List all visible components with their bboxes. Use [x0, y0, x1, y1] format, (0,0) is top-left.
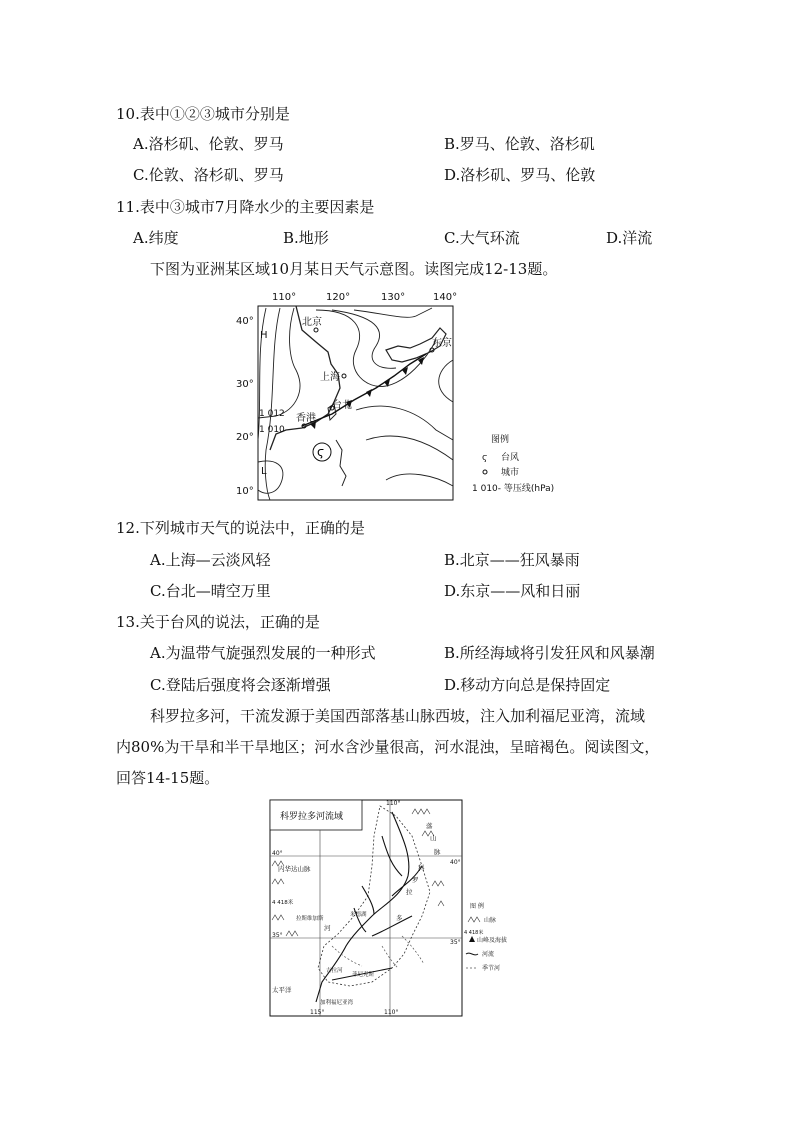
- peak-elevation: 4 418米: [272, 900, 294, 906]
- lon-label: 120°: [326, 292, 351, 303]
- q12-option-a[interactable]: A.上海—云淡风轻: [150, 551, 271, 569]
- lat-label: 40°: [272, 850, 283, 857]
- q12-option-c[interactable]: C.台北—晴空万里: [150, 582, 271, 600]
- front-triangles: [310, 357, 424, 429]
- typhoon-legend-icon: ϛ: [482, 453, 488, 463]
- range-label: 脉: [434, 848, 441, 856]
- cold-front: [302, 354, 426, 426]
- city-las-vegas: 拉斯维加斯: [296, 916, 324, 922]
- isobar-label: 1 012: [259, 409, 285, 419]
- river-label: 罗: [412, 876, 419, 884]
- lat-label: 20°: [236, 432, 254, 443]
- svg-text:图例: 图例: [491, 435, 510, 445]
- river-label: 河: [324, 924, 331, 932]
- q13-option-c[interactable]: C.登陆后强度将会逐渐增强: [150, 676, 331, 694]
- lon-label: 110°: [386, 800, 401, 807]
- svg-text:山峰及海拔: 山峰及海拔: [477, 937, 508, 944]
- q12-stem: 12.下列城市天气的说法中，正确的是: [116, 519, 365, 537]
- q10-option-c[interactable]: C.伦敦、洛杉矶、罗马: [133, 166, 284, 184]
- map2-legend: [464, 902, 507, 972]
- lake-mead: 米德湖: [350, 912, 367, 918]
- graticule: [270, 800, 462, 1016]
- intro-paragraph-2-line-1: 科罗拉多河，干流发源于美国西部落基山脉西坡，注入加利福尼亚湾，流域: [150, 707, 646, 725]
- city-shanghai: 上海: [320, 372, 340, 383]
- range-label: 落: [426, 822, 433, 830]
- basin-boundary: [318, 806, 430, 986]
- lat-label: 30°: [236, 379, 254, 390]
- map1-legend: [472, 433, 554, 494]
- river-label: 拉: [406, 888, 413, 896]
- lat-label: 10°: [236, 486, 254, 497]
- q10-stem: 10.表中①②③城市分别是: [116, 105, 290, 123]
- river-gila: 吉拉河: [326, 968, 343, 974]
- q11-option-d[interactable]: D.洋流: [606, 229, 653, 247]
- weather-map: [236, 290, 566, 510]
- q10-option-b[interactable]: B.罗马、伦敦、洛杉矶: [444, 135, 595, 153]
- river-label: 科: [418, 864, 425, 872]
- svg-text:河流: 河流: [482, 951, 495, 958]
- isobar-label: 1 010: [259, 425, 285, 435]
- q11-option-a[interactable]: A.纬度: [133, 229, 179, 247]
- typhoon-icon: ϛ: [317, 445, 325, 459]
- river-label: 多: [396, 914, 403, 922]
- city-tokyo: 东京: [432, 338, 452, 349]
- q13-option-d[interactable]: D.移动方向总是保持固定: [444, 676, 611, 694]
- q12-option-d[interactable]: D.东京——风和日丽: [444, 582, 581, 600]
- svg-text:城市: 城市: [501, 468, 520, 478]
- intro-paragraph-2-line-2: 内80%为干旱和半干旱地区；河水含沙量很高，河水混浊，呈暗褐色。阅读图文，: [116, 738, 660, 756]
- intro-paragraph-1: 下图为亚洲某区域10月某日天气示意图。读图完成12-13题。: [150, 260, 558, 278]
- lon-label: 115°: [310, 1009, 325, 1016]
- q13-option-b[interactable]: B.所经海域将引发狂风和风暴潮: [444, 644, 655, 662]
- svg-text:1 010- 等压线(hPa): 1 010- 等压线(hPa): [472, 484, 555, 494]
- city-taipei: 台北: [332, 400, 352, 411]
- philippines-outline: [336, 440, 346, 486]
- q11-option-c[interactable]: C.大气环流: [444, 229, 520, 247]
- ocean-label: 太平洋: [272, 986, 292, 994]
- q10-option-d[interactable]: D.洛杉矶、罗马、伦敦: [444, 166, 596, 184]
- q13-stem: 13.关于台风的说法，正确的是: [116, 613, 320, 631]
- low-pressure-mark: L: [261, 466, 267, 477]
- city-hongkong: 香港: [296, 413, 316, 424]
- svg-text:图 例: 图 例: [470, 903, 484, 910]
- q11-option-b[interactable]: B.地形: [283, 229, 329, 247]
- gulf-label: 加利福尼亚湾: [320, 1000, 354, 1006]
- peak-icon: [469, 936, 475, 942]
- svg-text:季节河: 季节河: [482, 965, 501, 972]
- lon-label: 110°: [384, 1009, 399, 1016]
- lon-label: 110°: [272, 292, 297, 303]
- isobars: [258, 308, 453, 500]
- q11-stem: 11.表中③城市7月降水少的主要因素是: [116, 198, 375, 216]
- high-pressure-mark: H: [260, 330, 268, 341]
- city-phoenix: 菲尼克斯: [352, 972, 375, 978]
- lon-label: 140°: [433, 292, 458, 303]
- colorado-basin-map: [262, 796, 508, 1020]
- lat-label: 40°: [236, 316, 254, 327]
- svg-text:4 418米: 4 418米: [464, 930, 484, 936]
- lat-label: 35°: [450, 939, 461, 946]
- svg-text:台风: 台风: [501, 453, 520, 463]
- intro-paragraph-2-line-3: 回答14-15题。: [116, 769, 220, 787]
- lat-label: 40°: [450, 859, 461, 866]
- map2-title: 科罗拉多河流域: [280, 812, 344, 822]
- svg-text:山脉: 山脉: [484, 917, 497, 924]
- range-label: 山: [430, 834, 437, 842]
- lon-label: 130°: [381, 292, 406, 303]
- q12-option-b[interactable]: B.北京——狂风暴雨: [444, 551, 580, 569]
- lat-label: 35°: [272, 932, 283, 939]
- city-beijing: 北京: [302, 317, 322, 328]
- place-label: 内华达山脉: [278, 865, 311, 873]
- q13-option-a[interactable]: A.为温带气旋强烈发展的一种形式: [150, 644, 376, 662]
- q10-option-a[interactable]: A.洛杉矶、伦敦、罗马: [133, 135, 284, 153]
